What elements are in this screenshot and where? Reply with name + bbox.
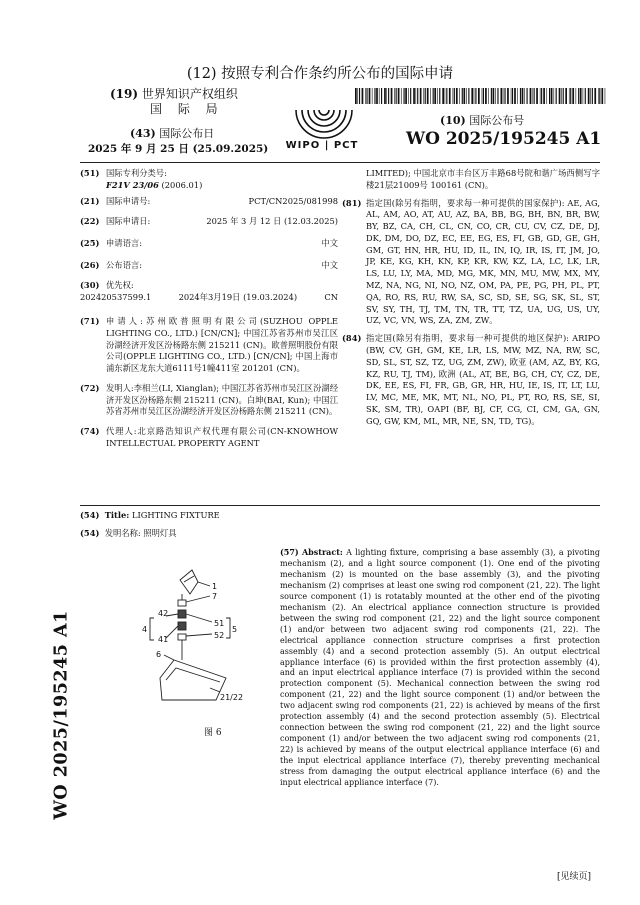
- barcode-bar: [386, 88, 387, 104]
- barcode-bar: [504, 88, 505, 104]
- pub-date: 2025 年 9 月 25 日 (25.09.2025): [88, 143, 269, 155]
- barcode-bar: [398, 88, 400, 104]
- ref-6: 6: [156, 650, 162, 659]
- ref-1: 1: [212, 582, 218, 591]
- barcode-bar: [404, 88, 405, 104]
- barcode-bar: [446, 88, 447, 104]
- barcode-bar: [401, 88, 402, 104]
- barcode-bar: [394, 88, 395, 104]
- barcode-bar: [540, 88, 541, 104]
- barcode-bar: [374, 88, 375, 104]
- header-divider: [80, 162, 600, 163]
- barcode-bar: [580, 88, 582, 104]
- barcode-bar: [578, 88, 579, 104]
- barcode-bar: [512, 88, 513, 104]
- barcode-bar: [482, 88, 483, 104]
- ref-21-22: 21/22: [220, 693, 244, 702]
- ref-41: 41: [158, 635, 169, 644]
- title-zh: (54) 发明名称: 照明灯具: [80, 528, 177, 538]
- connector-part: [178, 610, 186, 618]
- pub-no-label: (10) 国际公布号: [440, 114, 525, 127]
- barcode-bar: [594, 88, 596, 104]
- barcode-bar: [462, 88, 463, 104]
- field-81: (81) 指定国(除另有指明，要求每一种可提供的国家保护): AE, AG, AL, AM, AO, AT, AU, AZ, BA, BB, BG, BH, BN, BR, BW, BY, BZ, CA, CH, CL, CN, CO, CR, CU, CV, CZ, DE, DJ, DK, DM, DO, DZ, EC, EE, EG, ES, FI, GB, GD, GE, GH, GM, GT, HN, HR, HU, ID, IL, IN, IQ, IR, IS, IT, JM, JO, JP, KE, KG, KH, KN, KP, KR, KW, KZ, LA, LC, LK, LR, LS, LU, LY, MA, MD, MG, MK, MN, MU, MW, MX, MY, MZ, NA, NG, NI, NO, NZ, OM, PA, PE, PG, PH, PL, PT, QA, RO, RS, RU, RW, SA, SC, SD, SE, SG, SK, SL, ST, SV, SY, TH, TJ, TM, TN, TR, TT, TZ, UA, UG, US, UY, UZ, VC, VN, WS, ZA, ZM, ZW。: [342, 197, 600, 326]
- connector-part: [178, 634, 186, 640]
- see-next-page: [见续页]: [557, 872, 592, 882]
- barcode-bar: [453, 88, 454, 104]
- barcode-bar: [413, 88, 415, 104]
- barcode-bar: [491, 88, 492, 104]
- barcode-bar: [459, 88, 460, 104]
- barcode-bar: [434, 88, 436, 104]
- ref-52: 52: [214, 631, 225, 640]
- barcode-bar: [541, 88, 542, 104]
- barcode-bar: [572, 88, 574, 104]
- barcode-bar: [583, 88, 584, 104]
- barcode-bar: [599, 88, 600, 104]
- right-column: [342, 168, 600, 427]
- barcode-bar: [592, 88, 593, 104]
- barcode-bar: [439, 88, 440, 104]
- field-22: (22) 国际申请日: 2025 年 3 月 12 日 (12.03.2025): [80, 216, 338, 226]
- field-74-continued: LIMITED); 中国北京市丰台区万丰路68号院和谐广场西侧写字楼21层21009号 100161 (CN)。: [366, 168, 600, 190]
- barcode-bar: [366, 88, 367, 104]
- light-source-drawing: [180, 570, 198, 594]
- barcode-bar: [536, 88, 538, 104]
- barcode-bar: [559, 88, 561, 104]
- barcode-bar: [527, 88, 528, 104]
- barcode-bar: [362, 88, 364, 104]
- barcode-bar: [517, 88, 518, 104]
- barcode-bar: [454, 88, 455, 104]
- office-sub: 国 际 局: [150, 102, 224, 116]
- side-publication-number: WO 2025/195245 A1: [51, 610, 72, 820]
- barcode-bar: [445, 88, 446, 104]
- barcode-bar: [425, 88, 426, 104]
- barcode-bar: [359, 88, 360, 104]
- barcode-bar: [437, 88, 438, 104]
- barcode-bar: [405, 88, 407, 104]
- ref-51: 51: [214, 619, 225, 628]
- barcode-bar: [495, 88, 496, 104]
- abstract: (57) Abstract: A lighting fixture, comprising a base assembly (3), a pivoting mechanism (2), and a light source component (1). One end of the pivoting mechanism (2) is mounted on the base assembly (3), and the pivoting mechanism (2) comprises at least one swing rod component (21, 22). The light source component (1) is rotatably mounted at the other end of the pivoting mechanism (2). An electrical appliance connection structure is provided between the swing rod component (21, 22) and the light source component (1) and/or between two adjacent swing rod components (21, 22). The electrical appliance connection structure comprises a first protection assembly (4) and a second protection assembly (5). An output electrical appliance interface (6) is provided within the first protection assembly (4), and an input electrical appliance interface (7) is provided within the second protection component (5). Mechanical connection between the swing rod component (21, 22) and the light source component (1) and/or between the two adjacent swing rod components (21, 22) is achieved by means of the first protection assembly (4) and the second protection assembly (5). Electrical connection between the swing rod component (21, 22) and the light source component (1) and/or between the two adjacent swing rod components (21, 22) is achieved by means of the output electrical appliance interface (6) and the input electrical appliance interface (7), thereby preventing mechanical stress from damaging the output electrical appliance interface (6) and the input electrical appliance interface (7).: [280, 547, 601, 788]
- barcode-bar: [433, 88, 434, 104]
- barcode-bar: [563, 88, 564, 104]
- biblio-divider: [80, 505, 600, 506]
- barcode-bar: [493, 88, 495, 104]
- title-en: (54) Title: LIGHTING FIXTURE: [80, 510, 220, 520]
- barcode-bar: [355, 88, 357, 104]
- barcode-bar: [514, 88, 516, 104]
- field-71: (71) 申请人:苏州欧普照明有限公司(SUZHOU OPPLE LIGHTING CO., LTD.) [CN/CN]; 中国江苏省苏州市吴江区汾湖经济开发区汾杨路东侧 215211 (CN)。欧普照明股份有限公司(OPPLE LIGHTING CO., LTD.) [CN/CN]; 中国上海市浦东新区龙东大道6111号1幢411室 201201 (CN)。: [80, 316, 338, 374]
- swing-rod-drawing: [160, 660, 226, 700]
- barcode-bar: [501, 88, 503, 104]
- barcode-bar: [532, 88, 533, 104]
- barcode-bar: [507, 88, 509, 104]
- figure-caption: 图 6: [204, 728, 222, 738]
- ref-5: 5: [232, 625, 238, 634]
- barcode-bar: [551, 88, 553, 104]
- barcode-bar: [570, 88, 571, 104]
- barcode-bar: [379, 88, 380, 104]
- barcode: [355, 88, 607, 104]
- barcode-bar: [396, 88, 397, 104]
- barcode-bar: [588, 88, 590, 104]
- publication-number: WO 2025/195245 A1: [406, 129, 602, 149]
- barcode-bar: [497, 88, 498, 104]
- barcode-bar: [543, 88, 545, 104]
- barcode-bar: [384, 88, 386, 104]
- field-25: (25) 申请语言: 中文: [80, 238, 338, 248]
- barcode-bar: [449, 88, 451, 104]
- connector-part: [178, 622, 186, 630]
- barcode-bar: [410, 88, 411, 104]
- barcode-bar: [471, 88, 473, 104]
- field-21: (21) 国际申请号: PCT/CN2025/081998: [80, 196, 338, 206]
- wipo-pct-logo-text: WIPO | PCT: [285, 140, 359, 151]
- barcode-bar: [524, 88, 525, 104]
- barcode-bar: [357, 88, 358, 104]
- barcode-bar: [534, 88, 535, 104]
- office-name: (19) 世界知识产权组织: [110, 87, 238, 101]
- barcode-bar: [561, 88, 562, 104]
- barcode-bar: [427, 88, 429, 104]
- barcode-bar: [478, 88, 480, 104]
- ref-42: 42: [158, 609, 169, 618]
- barcode-bar: [442, 88, 444, 104]
- barcode-bar: [430, 88, 431, 104]
- field-51: (51) 国际专利分类号: F21V 23/06 (2006.01): [80, 168, 203, 190]
- pub-date-label: (43) 国际公布日: [130, 127, 215, 140]
- barcode-bar: [601, 88, 603, 104]
- patent-figure-6: [140, 560, 260, 710]
- barcode-bar: [388, 88, 389, 104]
- barcode-bar: [372, 88, 373, 104]
- barcode-bar: [391, 88, 393, 104]
- barcode-bar: [546, 88, 547, 104]
- connector-part: [178, 600, 186, 606]
- barcode-bar: [468, 88, 469, 104]
- barcode-bar: [456, 88, 458, 104]
- barcode-bar: [585, 88, 586, 104]
- barcode-bar: [565, 88, 567, 104]
- barcode-bar: [475, 88, 476, 104]
- barcode-bar: [520, 88, 521, 104]
- barcode-bar: [483, 88, 484, 104]
- barcode-bar: [576, 88, 577, 104]
- barcode-bar: [530, 88, 532, 104]
- barcode-bar: [556, 88, 557, 104]
- barcode-bar: [466, 88, 467, 104]
- barcode-bar: [463, 88, 465, 104]
- document-title: (12) 按照专利合作条约所公布的国际申请: [186, 66, 454, 82]
- barcode-bar: [488, 88, 489, 104]
- left-column: [80, 168, 338, 450]
- barcode-bar: [417, 88, 418, 104]
- barcode-bar: [511, 88, 512, 104]
- barcode-bar: [554, 88, 555, 104]
- barcode-bar: [369, 88, 371, 104]
- barcode-bar: [485, 88, 487, 104]
- barcode-bar: [376, 88, 378, 104]
- ref-7: 7: [212, 592, 218, 601]
- barcode-bar: [549, 88, 550, 104]
- field-74: (74) 代理人:北京路浩知识产权代理有限公司(CN-KNOWHOW INTELLECTUAL PROPERTY AGENT: [80, 426, 338, 449]
- barcode-bar: [381, 88, 382, 104]
- barcode-bar: [420, 88, 422, 104]
- field-30: (30) 优先权: 202420537599.1 2024年3月19日 (19.03.2024) CN: [80, 280, 338, 302]
- barcode-bar: [416, 88, 417, 104]
- barcode-bar: [474, 88, 475, 104]
- barcode-bar: [522, 88, 524, 104]
- field-26: (26) 公布语言: 中文: [80, 260, 338, 270]
- barcode-bar: [598, 88, 599, 104]
- barcode-bar: [605, 88, 606, 104]
- field-72: (72) 发明人:李相兰(LI, Xianglan); 中国江苏省苏州市吴江区汾湖经济开发区汾杨路东侧 215211 (CN)。白坤(BAI, Kun); 中国江苏省苏州市吴江区汾湖经济开发区汾杨路东侧 215211 (CN)。: [80, 382, 338, 417]
- barcode-bar: [365, 88, 366, 104]
- field-84: (84) 指定国(除另有指明，要求每一种可提供的地区保护): ARIPO (BW, CV, GH, GM, KE, LR, LS, MW, MZ, NA, RW, SC, SD, SL, ST, SZ, TZ, UG, ZM, ZW), 欧亚 (AM, AZ, BY, KG, KZ, RU, TJ, TM), 欧洲 (AL, AT, BE, BG, CH, CY, CZ, DE, DK, EE, ES, FI, FR, GB, GR, HR, HU, IE, IS, IT, LT, LU, LV, MC, ME, MK, MT, NL, NO, PL, PT, RO, RS, SE, SI, SK, SM, TR), OAPI (BF, BJ, CF, CG, CI, CM, GA, GN, GQ, GW, KM, ML, MR, NE, SN, TD, TG)。: [342, 333, 600, 426]
- barcode-bar: [503, 88, 504, 104]
- barcode-bar: [569, 88, 570, 104]
- barcode-bar: [423, 88, 424, 104]
- barcode-bar: [590, 88, 591, 104]
- ref-4: 4: [142, 625, 148, 634]
- barcode-bar: [408, 88, 409, 104]
